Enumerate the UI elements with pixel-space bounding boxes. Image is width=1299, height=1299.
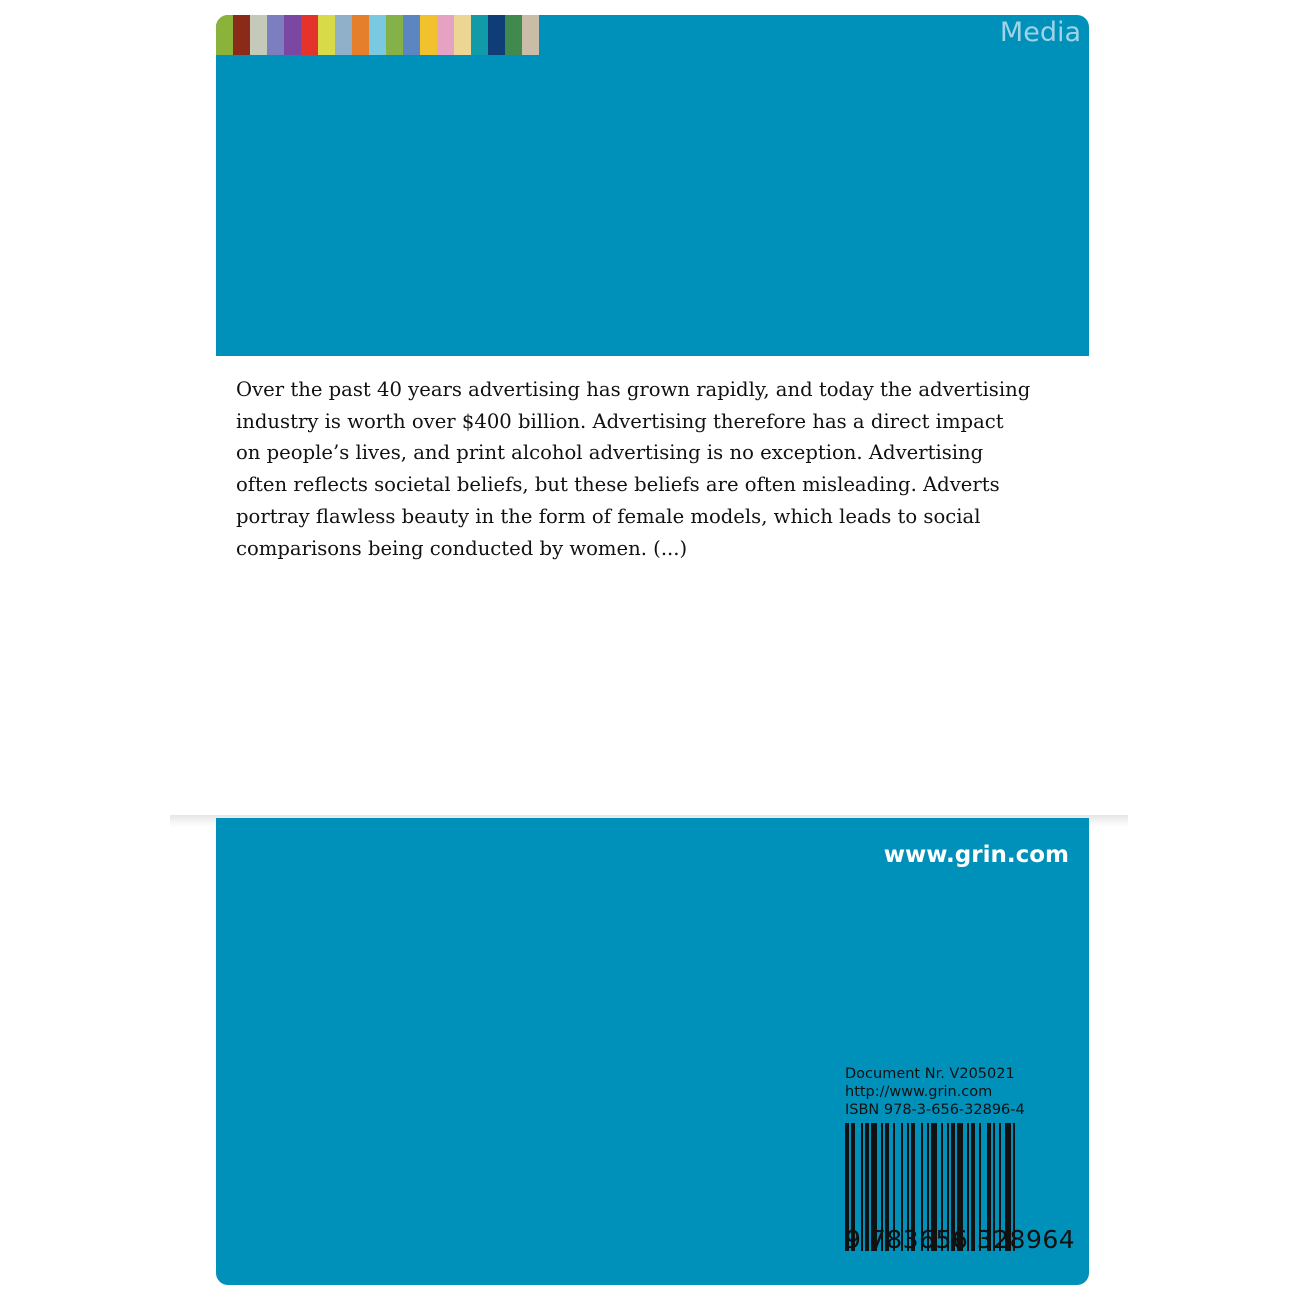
color-stripe-bar bbox=[216, 15, 539, 55]
category-label: Media bbox=[999, 17, 1081, 48]
color-stripe bbox=[369, 15, 386, 55]
blurb-line: on people’s lives, and print alcohol advertising is no exception. Advertising bbox=[236, 441, 984, 465]
isbn-text: ISBN 978-3-656-32896-4 bbox=[845, 1102, 1025, 1118]
color-stripe bbox=[505, 15, 522, 55]
book-blurb bbox=[236, 374, 1031, 564]
color-stripe bbox=[403, 15, 420, 55]
website-label: www.grin.com bbox=[883, 842, 1069, 868]
color-stripe bbox=[267, 15, 284, 55]
color-stripe bbox=[420, 15, 437, 55]
color-stripe bbox=[437, 15, 454, 55]
document-info bbox=[845, 1065, 1025, 1119]
barcode-digits: 9 783656 328964 bbox=[845, 1225, 1076, 1254]
color-stripe bbox=[216, 15, 233, 55]
document-number: Document Nr. V205021 bbox=[845, 1066, 1015, 1082]
blurb-line: industry is worth over $400 billion. Advertising therefore has a direct impact bbox=[236, 409, 1004, 433]
color-stripe bbox=[318, 15, 335, 55]
blurb-line: Over the past 40 years advertising has grown rapidly, and today the advertising bbox=[236, 378, 1031, 401]
color-stripe bbox=[488, 15, 505, 55]
color-stripe bbox=[233, 15, 250, 55]
color-stripe bbox=[386, 15, 403, 55]
publisher-url: http://www.grin.com bbox=[845, 1084, 993, 1100]
top-color-panel bbox=[216, 15, 1089, 356]
color-stripe bbox=[250, 15, 267, 55]
color-stripe bbox=[454, 15, 471, 55]
bottom-color-panel bbox=[216, 818, 1089, 1285]
color-stripe bbox=[284, 15, 301, 55]
color-stripe bbox=[471, 15, 488, 55]
blurb-line: comparisons being conducted by women. (...) bbox=[236, 536, 688, 560]
color-stripe bbox=[522, 15, 539, 55]
color-stripe bbox=[301, 15, 318, 55]
blurb-line: often reflects societal beliefs, but these beliefs are often misleading. Adverts bbox=[236, 473, 1000, 497]
color-stripe bbox=[335, 15, 352, 55]
blurb-line: portray flawless beauty in the form of female models, which leads to social bbox=[236, 504, 981, 528]
color-stripe bbox=[352, 15, 369, 55]
